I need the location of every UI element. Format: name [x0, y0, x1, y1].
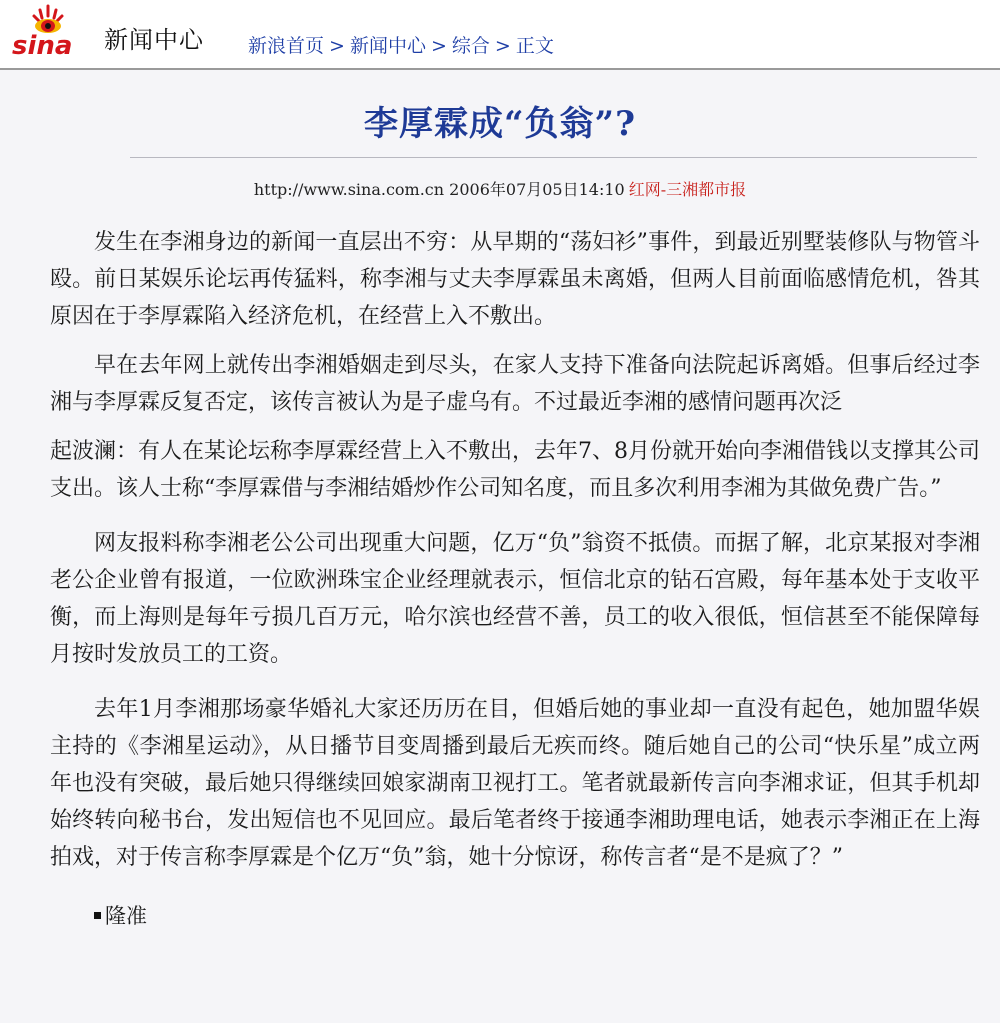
article-paragraph: 发生在李湘身边的新闻一直层出不穷：从早期的“荡妇衫”事件，到最近别墅装修队与物管斗殴。前日某娱乐论坛再传猛料，称李湘与丈夫李厚霖虽未离婚，但两人目前面临感情危机，咎其原因在于李厚霖陷入经济危机，在经营上入不敷出。 [50, 230, 980, 329]
title-divider [130, 157, 977, 158]
article-datetime: 2006年07月05日14:10 [449, 180, 625, 199]
bullet-icon [94, 912, 101, 919]
section-name: 新闻中心 [104, 26, 204, 54]
article-paragraph: 网友报料称李湘老公公司出现重大问题，亿万“负”翁资不抵债。而据了解，北京某报对李湘老公企业曾有报道，一位欧洲珠宝企业经理就表示，恒信北京的钻石宫殿，每年基本处于支收平衡，而上海则是每年亏损几百万元，哈尔滨也经营不善，员工的收入很低，恒信甚至不能保障每月按时发放员工的工资。 [50, 531, 980, 667]
article-title: 李厚霖成“负翁”? [363, 104, 637, 144]
article-body [50, 224, 980, 935]
article-author [50, 898, 980, 935]
breadcrumb-separator: > [494, 35, 511, 57]
sina-logo[interactable] [10, 4, 90, 60]
site-header [0, 0, 1000, 70]
article-meta [0, 177, 1000, 200]
breadcrumb-article-link[interactable]: 正文 [515, 35, 554, 57]
breadcrumb-home-link[interactable]: 新浪首页 [248, 35, 325, 57]
article-paragraph: 早在去年网上就传出李湘婚姻走到尽头，在家人支持下准备向法院起诉离婚。但事后经过李湘与李厚霖反复否定，该传言被认为是子虚乌有。不过最近李湘的感情问题再次泛 [50, 353, 980, 415]
breadcrumb [248, 31, 554, 58]
breadcrumb-news-center-link[interactable]: 新闻中心 [349, 35, 426, 57]
breadcrumb-general-link[interactable]: 综合 [451, 35, 490, 57]
sina-eye-icon [34, 6, 62, 33]
author-name: 隆准 [105, 904, 147, 928]
breadcrumb-separator: > [329, 35, 345, 57]
article-paragraph: 去年1月李湘那场豪华婚礼大家还历历在目，但婚后她的事业却一直没有起色，她加盟华娱主持的《李湘星运动》，从日播节目变周播到最后无疾而终。随后她自己的公司“快乐星”成立两年也没有突破，最后她只得继续回娘家湖南卫视打工。笔者就最新传言向李湘求证，但其手机却始终转向秘书台，发出短信也不见回应。最后笔者终于接通李湘助理电话，她表示李湘正在上海拍戏，对于传言称李厚霖是个亿万“负”翁，她十分惊讶，称传言者“是不是疯了？” [50, 697, 981, 870]
article-paragraph: 起波澜：有人在某论坛称李厚霖经营上入不敷出，去年7、8月份就开始向李湘借钱以支撑其公司支出。该人士称“李厚霖借与李湘结婚炒作公司知名度，而且多次利用李湘为其做免费广告。” [50, 439, 980, 501]
article-source[interactable]: 红网-三湘都市报 [628, 180, 747, 199]
logo-wordmark: sina [12, 31, 73, 60]
article-url[interactable]: http://www.sina.com.cn [253, 180, 445, 199]
breadcrumb-separator: > [430, 35, 447, 57]
